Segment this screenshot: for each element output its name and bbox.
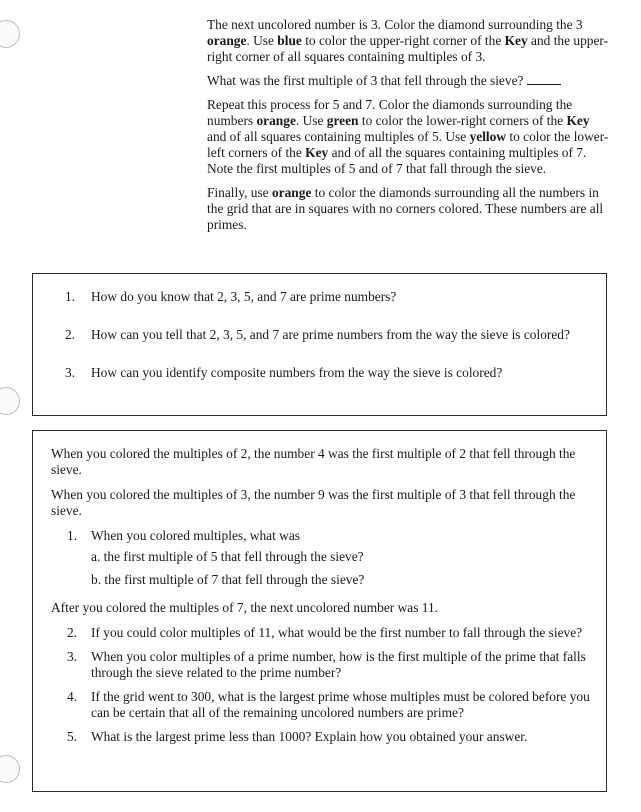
question-item xyxy=(51,689,590,721)
bold-term-key: Key xyxy=(566,113,590,128)
question-number: 2. xyxy=(67,625,78,640)
question-number: 1. xyxy=(65,289,76,304)
question-text: How can you tell that 2, 3, 5, and 7 are prime numbers from the way the sieve is colored? xyxy=(91,327,570,342)
question-list xyxy=(51,528,590,588)
bold-term-key: Key xyxy=(305,145,329,160)
sub-question-label: b. xyxy=(91,572,102,587)
text-span: and the upper-right corner of all squares containing multiples of 3. xyxy=(207,33,609,64)
question-text: What was the first multiple of 3 that fell through the sieve? xyxy=(207,73,524,88)
instruction-paragraph-4 xyxy=(207,185,610,233)
question-item xyxy=(51,625,590,641)
question-number: 4. xyxy=(67,689,78,704)
question-item xyxy=(33,327,606,343)
question-list xyxy=(33,289,606,381)
instruction-paragraph-3 xyxy=(207,97,610,177)
text-span: . Use xyxy=(295,113,327,128)
question-number: 1. xyxy=(67,528,78,543)
question-text: How can you identify composite numbers from the way the sieve is colored? xyxy=(91,365,503,380)
text-span: to color the lower-right corners of the xyxy=(358,113,567,128)
question-text: When you color multiples of a prime number, how is the first multiple of the prime that falls through the sieve related to the prime number? xyxy=(91,649,586,680)
question-text: If you could color multiples of 11, what would be the first number to fall through the sieve? xyxy=(91,625,583,640)
bold-term-orange: orange xyxy=(271,185,312,200)
binder-hole xyxy=(0,20,20,48)
question-item xyxy=(33,365,606,381)
bold-term-orange: orange xyxy=(256,113,296,128)
text-span: to color the diamonds surrounding all the numbers in the grid that are in squares with no corners colored. These numbers are all primes. xyxy=(207,185,604,232)
binder-hole xyxy=(0,387,20,415)
intro-paragraph: When you colored the multiples of 3, the number 9 was the first multiple of 3 that fell through the sieve. xyxy=(51,487,576,518)
bold-term-yellow: yellow xyxy=(469,129,507,144)
question-item xyxy=(51,528,590,588)
question-list xyxy=(51,625,590,745)
instructions-section xyxy=(207,17,610,241)
questions-box-1 xyxy=(32,273,607,416)
text-span: Finally, use xyxy=(207,185,272,200)
text-span: The next uncolored number is 3. Color the diamond surrounding the 3 xyxy=(207,17,583,32)
intro-paragraph: When you colored the multiples of 2, the number 4 was the first multiple of 2 that fell through the sieve. xyxy=(51,446,576,477)
binder-hole xyxy=(0,755,20,783)
question-item xyxy=(33,289,606,305)
question-number: 5. xyxy=(67,729,78,744)
questions-box-2 xyxy=(32,430,607,792)
text-span: to color the upper-right corner of the xyxy=(301,33,505,48)
transition-paragraph: After you colored the multiples of 7, the next uncolored number was 11. xyxy=(51,600,438,615)
sub-question-item xyxy=(91,549,590,565)
text-span: Repeat this process for 5 and 7. Color the diamonds surrounding the numbers xyxy=(207,97,573,128)
instruction-paragraph-1 xyxy=(207,17,610,65)
text-span: to color the lower-left corners of the xyxy=(207,129,609,160)
text-span: and of all the squares containing multiples of 7. Note the first multiples of 5 and of 7 that fall through the sieve. xyxy=(207,145,587,176)
sub-question-item xyxy=(91,572,590,588)
question-number: 2. xyxy=(65,327,76,342)
question-text: If the grid went to 300, what is the largest prime whose multiples must be colored before you can be certain that all of the remaining uncolored numbers are prime? xyxy=(91,689,590,720)
question-text: When you colored multiples, what was xyxy=(91,528,300,543)
question-item xyxy=(51,729,590,745)
question-number: 3. xyxy=(67,649,78,664)
question-number: 3. xyxy=(65,365,76,380)
bold-term-key: Key xyxy=(504,33,528,48)
sub-question-list xyxy=(91,549,590,588)
question-text: What is the largest prime less than 1000? Explain how you obtained your answer. xyxy=(91,729,528,744)
sub-question-label: a. xyxy=(91,549,101,564)
question-item xyxy=(51,649,590,681)
sub-question-text: the first multiple of 7 that fell through the sieve? xyxy=(104,572,365,587)
instruction-paragraph-2 xyxy=(207,73,610,89)
bold-term-blue: blue xyxy=(277,33,302,48)
sub-question-text: the first multiple of 5 that fell through the sieve? xyxy=(103,549,364,564)
answer-blank[interactable] xyxy=(527,73,561,85)
text-span: and of all squares containing multiples of 5. Use xyxy=(207,129,470,144)
bold-term-green: green xyxy=(326,113,359,128)
text-span: . Use xyxy=(246,33,278,48)
question-text: How do you know that 2, 3, 5, and 7 are prime numbers? xyxy=(91,289,397,304)
bold-term-orange: orange xyxy=(207,33,247,48)
